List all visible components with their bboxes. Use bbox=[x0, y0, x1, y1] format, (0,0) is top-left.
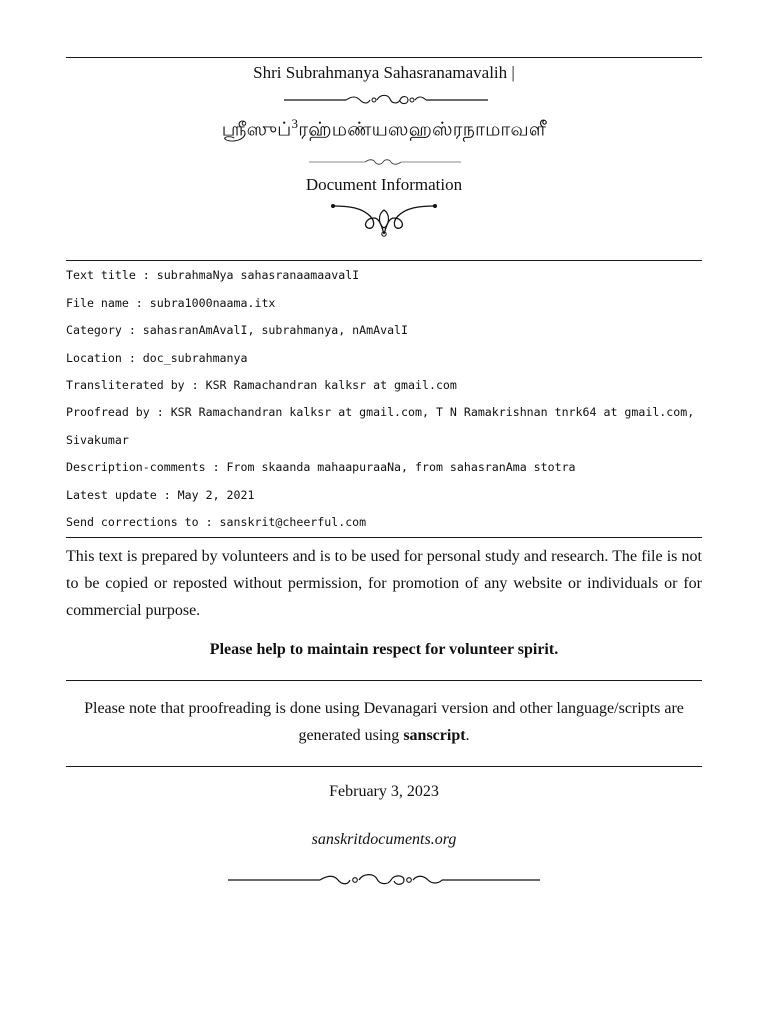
tamil-title-superscript: 3 bbox=[291, 116, 299, 131]
info-send-corrections: Send corrections to : sanskrit@cheerful.com bbox=[66, 515, 367, 529]
info-file-name: File name : subra1000naama.itx bbox=[66, 296, 276, 310]
page-title: Shri Subrahmanya Sahasranamavalih | bbox=[253, 63, 515, 82]
top-divider bbox=[66, 57, 702, 58]
sanscript-label: sanscript bbox=[403, 727, 466, 744]
proofreading-note-text: Please note that proofreading is done using Devanagari version and other language/scripts are generated using bbox=[84, 700, 684, 744]
info-latest-update: Latest update : May 2, 2021 bbox=[66, 488, 255, 502]
tamil-title-part-a: ஸ்ரீஸுப் bbox=[221, 118, 292, 141]
tamil-title-part-b: ரஹ்மண்யஸஹஸ்ரநாமாவளீ bbox=[298, 118, 547, 141]
volunteer-notice: This text is prepared by volunteers and is to be used for personal study and research. The file is not to be copied or reposted without permission, for promotion of any website or individuals or for commercial purpose. bbox=[66, 548, 702, 619]
info-text-title: Text title : subrahmaNya sahasranaamaavalI bbox=[66, 268, 360, 282]
info-description: Description-comments : From skaanda mahaapuraaNa, from sahasranAma stotra bbox=[66, 460, 576, 474]
notice-divider bbox=[66, 680, 702, 681]
footer-divider bbox=[66, 766, 702, 767]
info-bottom-divider bbox=[66, 537, 702, 538]
ornament-divider-icon bbox=[284, 93, 488, 107]
info-transliterated-by: Transliterated by : KSR Ramachandran kalksr at gmail.com bbox=[66, 378, 457, 392]
tamil-title bbox=[66, 116, 702, 143]
footer-site-link[interactable]: sanskritdocuments.org bbox=[311, 831, 457, 848]
proofreading-note-period: . bbox=[465, 727, 470, 744]
info-top-divider bbox=[66, 260, 702, 261]
info-category: Category : sahasranAmAvalI, subrahmanya, nAmAvalI bbox=[66, 323, 409, 337]
info-proofread-by: Proofread by : KSR Ramachandran kalksr at gmail.com, T N Ramakrishnan tnrk64 at gmail.com, bbox=[66, 405, 695, 419]
info-proofread-by-cont: Sivakumar bbox=[66, 433, 129, 447]
respect-notice: Please help to maintain respect for volunteer spirit. bbox=[209, 641, 559, 658]
small-ornament-icon bbox=[309, 158, 461, 166]
proofreading-note bbox=[66, 695, 702, 749]
footer-date: February 3, 2023 bbox=[329, 783, 439, 800]
document-information-heading: Document Information bbox=[305, 175, 463, 194]
bottom-ornament-icon bbox=[228, 872, 540, 888]
info-location: Location : doc_subrahmanya bbox=[66, 351, 248, 365]
flourish-ornament-icon bbox=[330, 198, 438, 238]
